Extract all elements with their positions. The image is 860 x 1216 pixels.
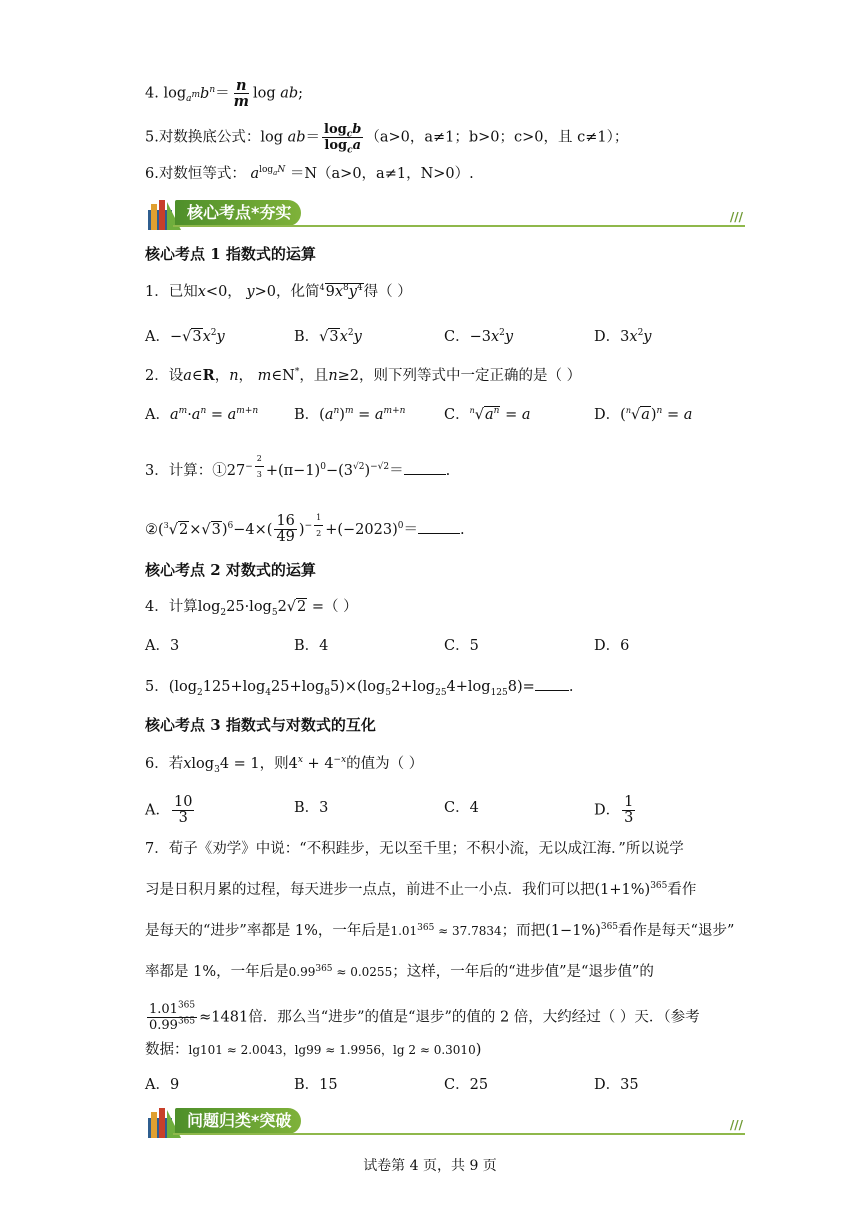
q6-option-a[interactable]: A． $\frac{10}{3}$: [145, 794, 193, 826]
q4-option-b[interactable]: B．4: [294, 638, 329, 654]
banner-divider: [173, 225, 745, 227]
q6-option-c[interactable]: C．4: [444, 800, 479, 816]
banner-slashes: ///: [729, 1118, 743, 1132]
q7-option-a[interactable]: A．9: [145, 1077, 180, 1093]
question-7-line-1: 7．荀子《劝学》中说：“不积跬步，无以至千里；不积小流，无以成江海．”所以说学: [145, 841, 684, 857]
q1-option-d[interactable]: D．$3x^2y$: [594, 328, 652, 345]
section-title-1: 核心考点 1 指数式的运算: [145, 245, 316, 263]
formula-5: 5.对数换底公式：log ab＝ $\frac{\log_cb}{\log_ca}$ （a>0，a≠1；b>0；c>0，且 c≠1）；: [145, 122, 629, 156]
q2-option-c[interactable]: C．$^n√a^n = a$: [444, 406, 531, 423]
question-7-line-2: 习是日积月累的过程，每天进步一点点，前进不止一小点．我们可以把$(1+1\%)^{365}$看作: [145, 881, 697, 898]
q4-option-d[interactable]: D．6: [594, 638, 630, 654]
q1-option-a[interactable]: A．$-√3x^2y$: [145, 328, 225, 345]
banner-divider: [173, 1133, 745, 1135]
q2-option-b[interactable]: B．$(a^n)^m = a^{m+n}$: [294, 406, 406, 423]
section-title-2: 核心考点 2 对数式的运算: [145, 561, 316, 579]
q4-option-c[interactable]: C．5: [444, 638, 479, 654]
question-3-part-2: $②(^3√2\times√3)^6-4\times$( $\frac{16}{49}$ )$^{- \frac{1}{2}}$ $+(-2023)^0=$ .: [145, 510, 465, 545]
q7-option-d[interactable]: D．35: [594, 1077, 639, 1093]
q1-option-b[interactable]: B．$√3x^2y$: [294, 328, 362, 345]
formula-6: 6.对数恒等式： $a^{log_aN} =N(a>0$，a≠1，N>0）.: [145, 165, 474, 182]
question-2: 2．设a∈R，n， m∈N*，且n≥2，则下列等式中一定正确的是（ ）: [145, 367, 582, 384]
banner-title: 核心考点*夯实: [175, 200, 301, 226]
answer-blank[interactable]: [418, 519, 460, 534]
question-6: 6．若xlog$_3$4 = 1，则$4^x + 4^{-x}$的值为（ ）: [145, 755, 424, 775]
question-1: 1．已知x<0， y>0，化简$^49x^8y^4$得（ ）: [145, 283, 412, 300]
question-3-part-1: 3．计算：$①27^{- \frac{2}{3}}$ $+(\pi-1)^0-(3^{√2})^{-√2}=$ .: [145, 451, 450, 482]
q1-option-c[interactable]: C．$-3x^2y$: [444, 328, 514, 345]
formula-4: 4. $\log_{a^m}b^n=$ $\frac{n}{m}$ log ab;: [145, 77, 304, 110]
q6-option-b[interactable]: B．3: [294, 800, 329, 816]
question-7-line-4: 率都是 1%，一年后是$0.99^{365} \approx 0.0255$；这样，一年后的“进步值”是“退步值”的: [145, 964, 654, 980]
answer-blank[interactable]: [535, 676, 569, 691]
section-title-3: 核心考点 3 指数式与对数式的互化: [145, 716, 376, 734]
banner-title: 问题归类*突破: [175, 1108, 301, 1134]
q2-option-d[interactable]: D．$(^n√a)^n = a$: [594, 406, 693, 423]
answer-blank[interactable]: [404, 460, 446, 475]
page-footer: 试卷第 4 页，共 9 页: [363, 1158, 497, 1174]
question-7-line-5: $\frac{1.01^{365}}{0.99^{365}}$ ≈1481倍．那么当“进步”的值是“退步”的值的 2 倍，大约经过（ ）天．（参考: [149, 1000, 700, 1033]
question-7-line-3: 是每天的“进步”率都是 1%，一年后是$1.01^{365} \approx 37.7834$；而把$(1-1\%)^{365}$看作是每天“退步”: [145, 922, 735, 939]
question-4: 4．计算$\log_225\cdot\log_52√2$ =（ ）: [145, 599, 358, 618]
section-banner-problems: [145, 1104, 745, 1140]
banner-slashes: ///: [729, 210, 743, 224]
q4-option-a[interactable]: A．3: [145, 638, 180, 654]
q6-option-d[interactable]: D． $\frac{1}{3}$: [594, 794, 634, 826]
q2-option-a[interactable]: A．$a^m\cdot a^n = a^{m+n}$: [145, 406, 259, 423]
question-7-line-6: 数据：lg101 ≈ 2.0043，lg99 ≈ 1.9956，lg 2 ≈ 0.3010): [145, 1042, 482, 1058]
section-banner-core: [145, 196, 745, 232]
q7-option-c[interactable]: C．25: [444, 1077, 489, 1093]
question-5: 5．$(\log_2125+\log_425+\log_85)\times(\log_52+\log_{25}4+\log_{125}8)=$ .: [145, 676, 573, 697]
q7-option-b[interactable]: B．15: [294, 1077, 338, 1093]
